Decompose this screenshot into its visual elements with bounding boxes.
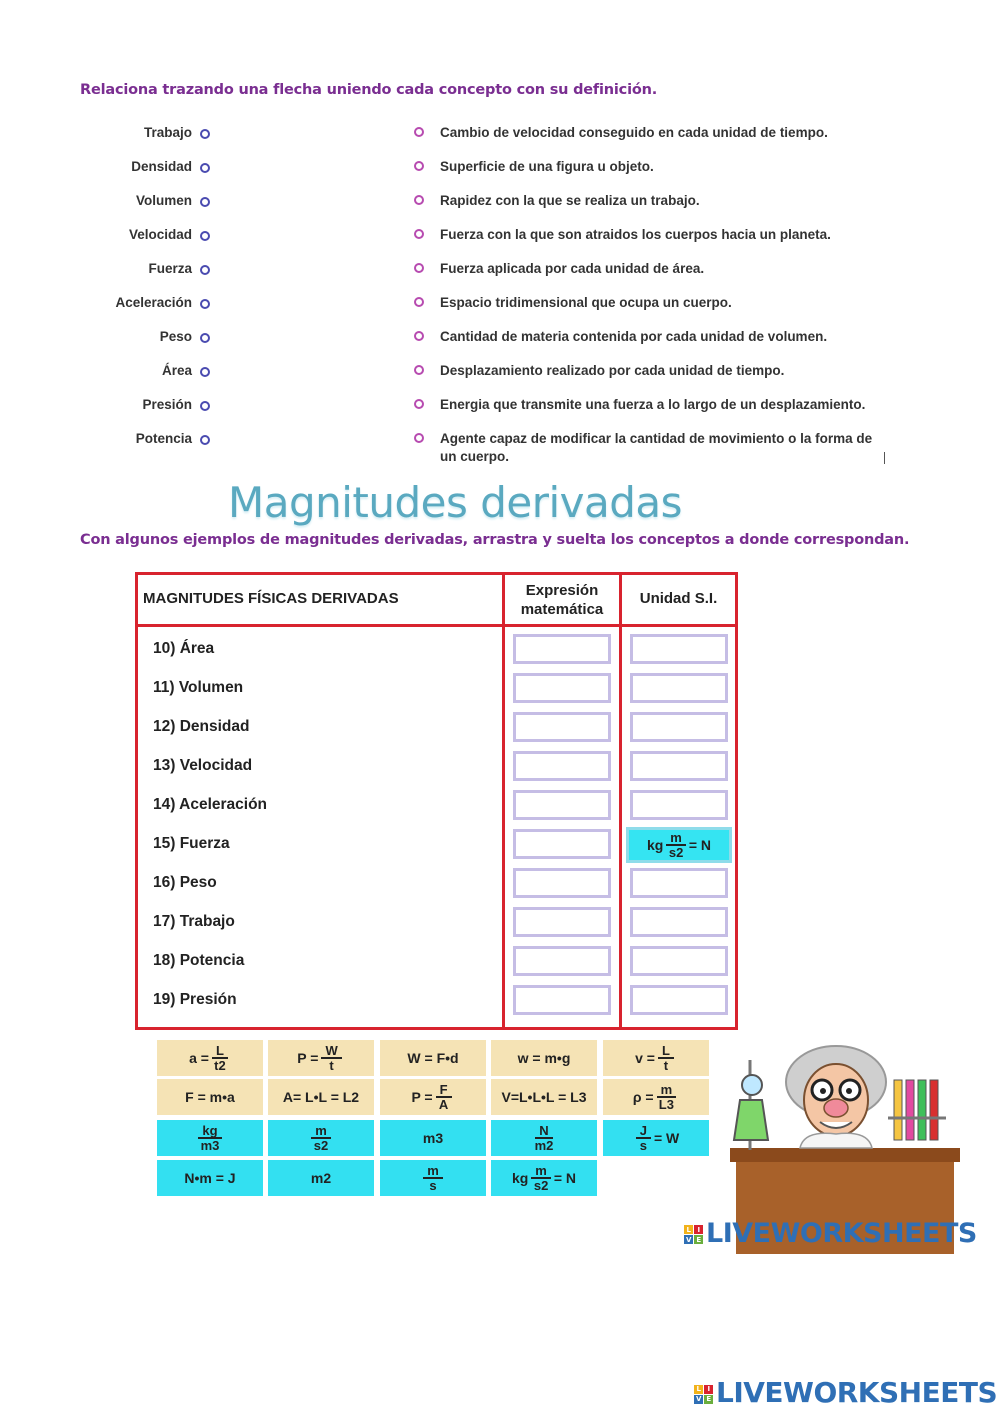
row-label-densidad: 12) Densidad [153,718,250,735]
row-label-area: 10) Área [153,640,215,657]
concept-presion: Presión [142,397,192,412]
connector-right-5[interactable] [414,263,424,273]
connector-right-4[interactable] [414,229,424,239]
definition-9: Energia que transmite una fuerza a lo largo de un desplazamiento. [440,397,866,412]
drop-slot-expr-17[interactable] [513,907,611,937]
definition-6: Espacio tridimensional que ocupa un cuerpo. [440,295,732,310]
concept-volumen: Volumen [135,193,192,208]
definition-2: Superficie de una figura u objeto. [440,159,654,174]
tile-presion-formula[interactable]: P = $\frac{F}{A}$ [380,1079,486,1115]
row-label-potencia: 18) Potencia [153,952,245,969]
row-label-aceleracion: 14) Aceleración [153,796,268,813]
definition-5: Fuerza aplicada por cada unidad de área. [440,261,705,276]
drop-slot-unit-16[interactable] [630,868,728,898]
drop-slot-expr-13[interactable] [513,751,611,781]
connector-right-1[interactable] [414,127,424,137]
concept-fuerza: Fuerza [148,261,192,276]
tile-velocidad-formula[interactable]: v = $\frac{L}{t}$ [603,1040,709,1076]
connector-left-7[interactable] [200,333,210,343]
tile-fuerza-formula[interactable]: F = m•a [157,1079,263,1115]
drop-slot-expr-15[interactable] [513,829,611,859]
tile-volumen-formula[interactable]: V=L•L•L = L3 [491,1079,597,1115]
row-label-fuerza: 15) Fuerza [153,835,230,852]
drop-slot-expr-10[interactable] [513,634,611,664]
header-unit-label: Unidad S.I. [639,590,718,607]
connector-left-4[interactable] [200,231,210,241]
definition-4: Fuerza con la que son atraidos los cuerpos hacia un planeta. [440,227,831,242]
drop-slot-unit-13[interactable] [630,751,728,781]
tile-peso-formula[interactable]: w = m•g [491,1040,597,1076]
connector-left-2[interactable] [200,163,210,173]
concept-trabajo: Trabajo [143,125,192,140]
connector-left-8[interactable] [200,367,210,377]
tile-unit-trabajo[interactable]: N•m = J [157,1160,263,1196]
row-label-peso: 16) Peso [153,874,217,891]
connector-left-5[interactable] [200,265,210,275]
tile-densidad-formula[interactable]: ρ = $\frac{m}{L3}$ [603,1079,709,1115]
drop-slot-expr-14[interactable] [513,790,611,820]
brand-mark-icon: L I V E [684,1225,703,1244]
row-label-volumen: 11) Volumen [153,679,244,696]
drop-slot-unit-17[interactable] [630,907,728,937]
drop-slot-unit-10[interactable] [630,634,728,664]
tile-unit-densidad[interactable]: $\frac{kg}{m3}$ [157,1120,263,1156]
tile-aceleracion-formula[interactable]: a = $\frac{L}{t2}$ [157,1040,263,1076]
connector-left-9[interactable] [200,401,210,411]
drop-slot-expr-12[interactable] [513,712,611,742]
divider-mark [884,452,885,464]
connector-right-3[interactable] [414,195,424,205]
header-name-label: MAGNITUDES FÍSICAS DERIVADAS [143,590,399,607]
drop-slot-unit-18[interactable] [630,946,728,976]
tile-potencia-formula[interactable]: P = $\frac{W}{t}$ [268,1040,374,1076]
drop-slot-unit-14[interactable] [630,790,728,820]
connector-left-6[interactable] [200,299,210,309]
tile-trabajo-formula[interactable]: W = F•d [380,1040,486,1076]
section-title: Magnitudes derivadas [227,478,683,527]
concept-area: Área [161,363,192,378]
concept-aceleracion: Aceleración [115,295,192,310]
drag-instruction: Con algunos ejemplos de magnitudes derivadas, arrastra y suelta los conceptos a donde correspondan. [80,532,910,548]
drop-slot-expr-19[interactable] [513,985,611,1015]
tile-unit-aceleracion[interactable]: $\frac{m}{s2}$ [268,1120,374,1156]
tile-area-formula[interactable]: A= L•L = L2 [268,1079,374,1115]
tile-unit-potencia[interactable]: $\frac{J}{s}$ = W [603,1120,709,1156]
concept-potencia: Potencia [135,431,192,446]
connector-right-10[interactable] [414,433,424,443]
row-label-presion: 19) Presión [153,991,237,1008]
connector-right-9[interactable] [414,399,424,409]
drop-slot-expr-11[interactable] [513,673,611,703]
connector-right-2[interactable] [414,161,424,171]
brand-logo-footer: L I V E LIVEWORKSHEETS [694,1376,997,1409]
definition-1: Cambio de velocidad conseguido en cada unidad de tiempo. [440,125,828,140]
concept-densidad: Densidad [131,159,192,174]
drop-slot-expr-16[interactable] [513,868,611,898]
definition-8: Desplazamiento realizado por cada unidad de tiempo. [440,363,785,378]
tile-unit-volumen[interactable]: m3 [380,1120,486,1156]
row-label-velocidad: 13) Velocidad [153,757,253,774]
brand-mark-icon-footer: L I V E [694,1385,713,1404]
concept-peso: Peso [159,329,192,344]
brand-logo-inline: L I V E LIVEWORKSHEETS [684,1218,977,1249]
matching-instruction: Relaciona trazando una flecha uniendo cada concepto con su definición. [80,82,658,98]
connector-right-8[interactable] [414,365,424,375]
concept-velocidad: Velocidad [128,227,192,242]
drop-slot-unit-11[interactable] [630,673,728,703]
connector-left-1[interactable] [200,129,210,139]
connector-right-7[interactable] [414,331,424,341]
definition-3: Rapidez con la que se realiza un trabajo. [440,193,700,208]
tile-unit-fuerza[interactable]: kg $\frac{m}{s2}$ = N [491,1160,597,1196]
tile-unit-presion[interactable]: $\frac{N}{m2}$ [491,1120,597,1156]
tile-unit-velocidad[interactable]: $\frac{m}{s}$ [380,1160,486,1196]
tile-unit-area[interactable]: m2 [268,1160,374,1196]
drop-slot-unit-12[interactable] [630,712,728,742]
connector-right-6[interactable] [414,297,424,307]
connector-left-3[interactable] [200,197,210,207]
drop-slot-expr-18[interactable] [513,946,611,976]
connector-left-10[interactable] [200,435,210,445]
definition-10: Agente capaz de modificar la cantidad de movimiento o la forma de un cuerpo. [440,431,873,464]
drop-slot-unit-15[interactable]: kg $\frac{m}{s2}$ = N [626,827,732,863]
row-label-trabajo: 17) Trabajo [153,913,235,930]
desk-top [730,1148,960,1162]
drop-slot-unit-19[interactable] [630,985,728,1015]
header-expr-label: Expresión matemática [520,582,604,618]
definition-7: Cantidad de materia contenida por cada unidad de volumen. [440,329,828,344]
